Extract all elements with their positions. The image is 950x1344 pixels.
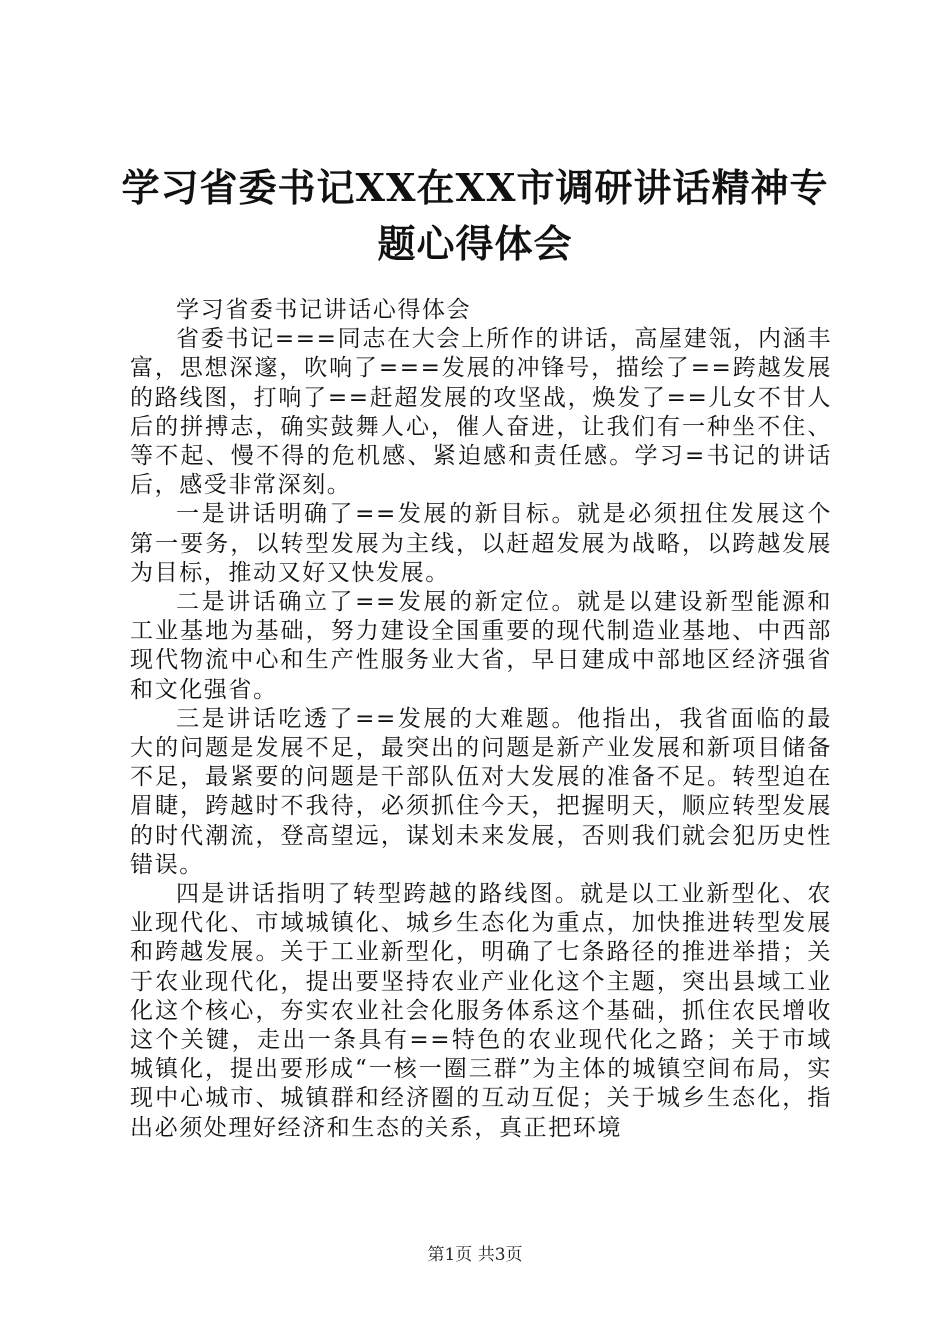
document-title: 学习省委书记XX在XX市调研讲话精神专题心得体会: [121, 165, 829, 266]
paragraph-point-four: 四是讲话指明了转型跨越的路线图。就是以工业新型化、农业现代化、市域城镇化、城乡生态化为重点，加快推进转型发展和跨越发展。关于工业新型化，明确了七条路径的推进举措；关于农业现代化，提出要坚持农业产业化这个主题，突出县域工业化这个核心，夯实农业社会化服务体系这个基础，抓住农民增收这个关键，走出一条具有==特色的农业现代化之路；关于市域城镇化，提出要形成“一核一圈三群”为主体的城镇空间布局，实现中心城市、城镇群和经济圈的互动互促；关于城乡生态化，指出必须处理好经济和生态的关系，真正把环境: [130, 881, 832, 1141]
document-body: [130, 296, 832, 1143]
page-footer: 第1页 共3页: [427, 1245, 523, 1265]
paragraph-point-three: 三是讲话吃透了==发展的大难题。他指出，我省面临的最大的问题是发展不足，最突出的问题是新产业发展和新项目储备不足，最紧要的问题是干部队伍对大发展的准备不足。转型迫在眉睫，跨越时不我待，必须抓住今天，把握明天，顺应转型发展的时代潮流，登高望远，谋划未来发展，否则我们就会犯历史性错误。: [130, 705, 832, 878]
paragraph-point-one: 一是讲话明确了==发展的新目标。就是必须扭住发展这个第一要务，以转型发展为主线，以赶超发展为战略，以跨越发展为目标，推动又好又快发展。: [130, 501, 832, 586]
paragraph-subtitle: 学习省委书记讲话心得体会: [176, 297, 472, 323]
paragraph-point-two: 二是讲话确立了==发展的新定位。就是以建设新型能源和工业基地为基础，努力建设全国重要的现代制造业基地、中西部现代物流中心和生产性服务业大省，早日建成中部地区经济强省和文化强省。: [130, 589, 832, 703]
paragraph-intro: 省委书记===同志在大会上所作的讲话，高屋建瓴，内涵丰富，思想深邃，吹响了===发展的冲锋号，描绘了==跨越发展的路线图，打响了==赶超发展的攻坚战，焕发了==儿女不甘人后的拼搏志，确实鼓舞人心，催人奋进，让我们有一种坐不住、等不起、慢不得的危机感、紧迫感和责任感。学习=书记的讲话后，感受非常深刻。: [130, 326, 832, 499]
